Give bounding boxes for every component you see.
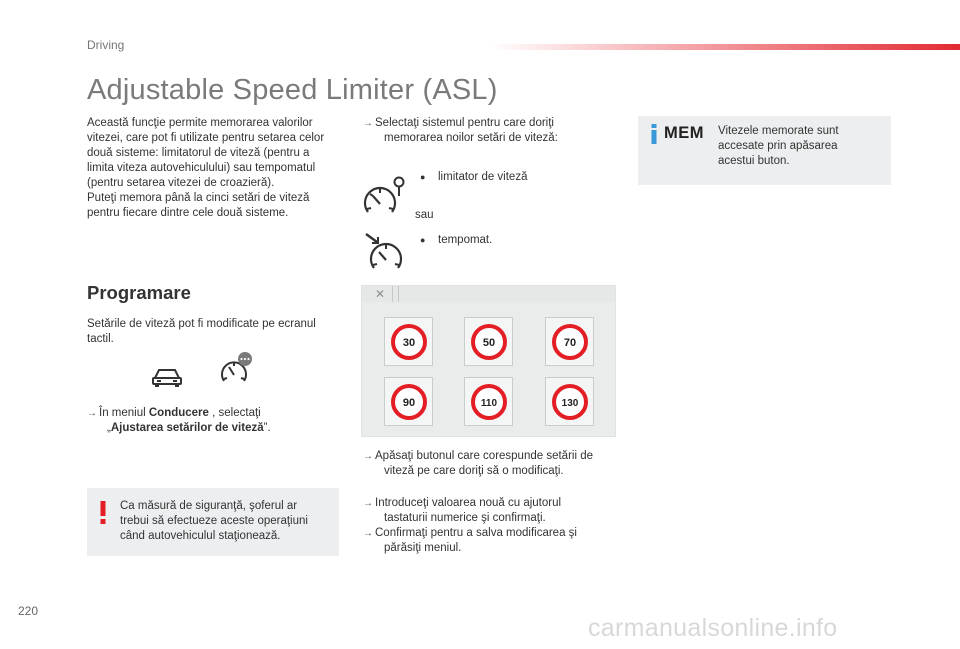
speed-label: 50 <box>482 337 496 349</box>
car-icon <box>151 366 183 388</box>
select-system-step <box>363 116 618 146</box>
step-text: memorarea noilor setări de viteză: <box>384 132 558 144</box>
quote-close: ”. <box>263 422 271 434</box>
bullet-icon: ● <box>420 235 426 245</box>
step-text: tastaturii numerice şi confirmaţi. <box>384 512 546 524</box>
watermark: carmanualsonline.info <box>588 614 838 642</box>
touchscreen-illustration <box>361 285 616 437</box>
info-line: acestui buton. <box>718 155 790 167</box>
programming-description <box>87 317 347 347</box>
warning-line: Ca măsură de siguranţă, şoferul ar <box>120 500 298 512</box>
menu-name: Conducere <box>148 407 209 419</box>
bullet-icon: ● <box>420 172 426 182</box>
warning-note <box>87 488 339 556</box>
description-line: tactil. <box>87 333 114 345</box>
step-text: Selectaţi sistemul pentru care doriţi <box>375 117 554 129</box>
right-arrow-bullet-icon: → <box>363 498 373 509</box>
info-note <box>638 116 891 185</box>
programming-heading: Programare <box>87 282 191 303</box>
press-button-step <box>363 449 621 479</box>
speed-button-90[interactable] <box>384 377 433 426</box>
intro-line: (pentru setarea vitezei de croazieră). <box>87 177 275 189</box>
description-line: Setările de viteză pot fi modificate pe ecranul <box>87 318 316 330</box>
speed-label: 30 <box>402 337 416 349</box>
page-title: Adjustable Speed Limiter (ASL) <box>87 74 498 106</box>
enter-value-step <box>363 496 621 556</box>
section-label: Driving <box>87 38 125 52</box>
info-line: accesate prin apăsarea <box>718 140 838 152</box>
mem-button-badge: MEM <box>664 124 704 142</box>
quote-open: „ <box>107 422 111 434</box>
intro-paragraph <box>87 116 347 221</box>
intro-line: două sisteme: limitatorul de viteză (pentru a <box>87 147 310 159</box>
page-number: 220 <box>18 604 39 618</box>
right-arrow-bullet-icon: → <box>363 118 373 129</box>
speed-button-130[interactable] <box>545 377 594 426</box>
screen-toolbar <box>362 286 615 302</box>
speed-button-70[interactable] <box>545 317 594 366</box>
speed-button-50[interactable] <box>464 317 513 366</box>
speed-button-30[interactable] <box>384 317 433 366</box>
intro-line: Puteţi memora până la cinci setări de viteză <box>87 192 310 204</box>
info-line: Vitezele memorate sunt <box>718 125 839 137</box>
menu-step <box>87 406 342 436</box>
step-text: Confirmaţi pentru a salva modificarea şi <box>375 527 577 539</box>
step-middle: , selectaţi <box>208 407 261 419</box>
intro-line: pentru fiecare dintre cele două sisteme. <box>87 207 289 219</box>
right-arrow-bullet-icon: → <box>363 451 373 462</box>
speed-label: 90 <box>402 397 416 409</box>
warning-line: trebui să efectueze aceste operaţiuni <box>120 515 308 527</box>
step-prefix: În meniul <box>99 407 149 419</box>
cruise-control-icon <box>364 232 406 272</box>
speed-limiter-icon <box>362 174 410 216</box>
exclamation-icon <box>99 501 107 530</box>
step-text: Apăsaţi butonul care corespunde setării de <box>375 450 594 462</box>
right-arrow-bullet-icon: → <box>363 528 373 539</box>
speed-label: 110 <box>480 398 498 409</box>
intro-line: limita viteza autovehiculului) sau tempomatul <box>87 162 316 174</box>
toolbar-divider <box>398 286 399 302</box>
warning-line: când autovehiculul staţionează. <box>120 530 281 542</box>
menu-option: Ajustarea setărilor de viteză <box>110 422 264 434</box>
info-icon <box>650 124 658 149</box>
speed-label: 130 <box>561 398 579 409</box>
intro-line: vitezei, care pot fi utilizate pentru setarea celor <box>87 132 325 144</box>
cruise-label: tempomat. <box>438 234 493 246</box>
toolbar-divider <box>392 286 393 302</box>
cruise-option <box>420 233 492 248</box>
header-accent-bar <box>490 44 960 50</box>
step-text: Introduceţi valoarea nouă cu ajutorul <box>375 497 562 509</box>
speedometer-settings-icon <box>219 351 255 385</box>
right-arrow-bullet-icon: → <box>87 408 97 419</box>
limiter-label: limitator de viteză <box>438 171 528 183</box>
close-icon[interactable]: ✕ <box>375 287 386 301</box>
or-text: sau <box>415 209 434 221</box>
speed-button-110[interactable] <box>464 377 513 426</box>
step-text: părăsiţi meniul. <box>384 542 462 554</box>
intro-line: Această funcţie permite memorarea valorilor <box>87 117 313 129</box>
limiter-option <box>420 170 527 185</box>
speed-label: 70 <box>563 337 577 349</box>
step-text: viteză pe care doriţi să o modificaţi. <box>384 465 564 477</box>
